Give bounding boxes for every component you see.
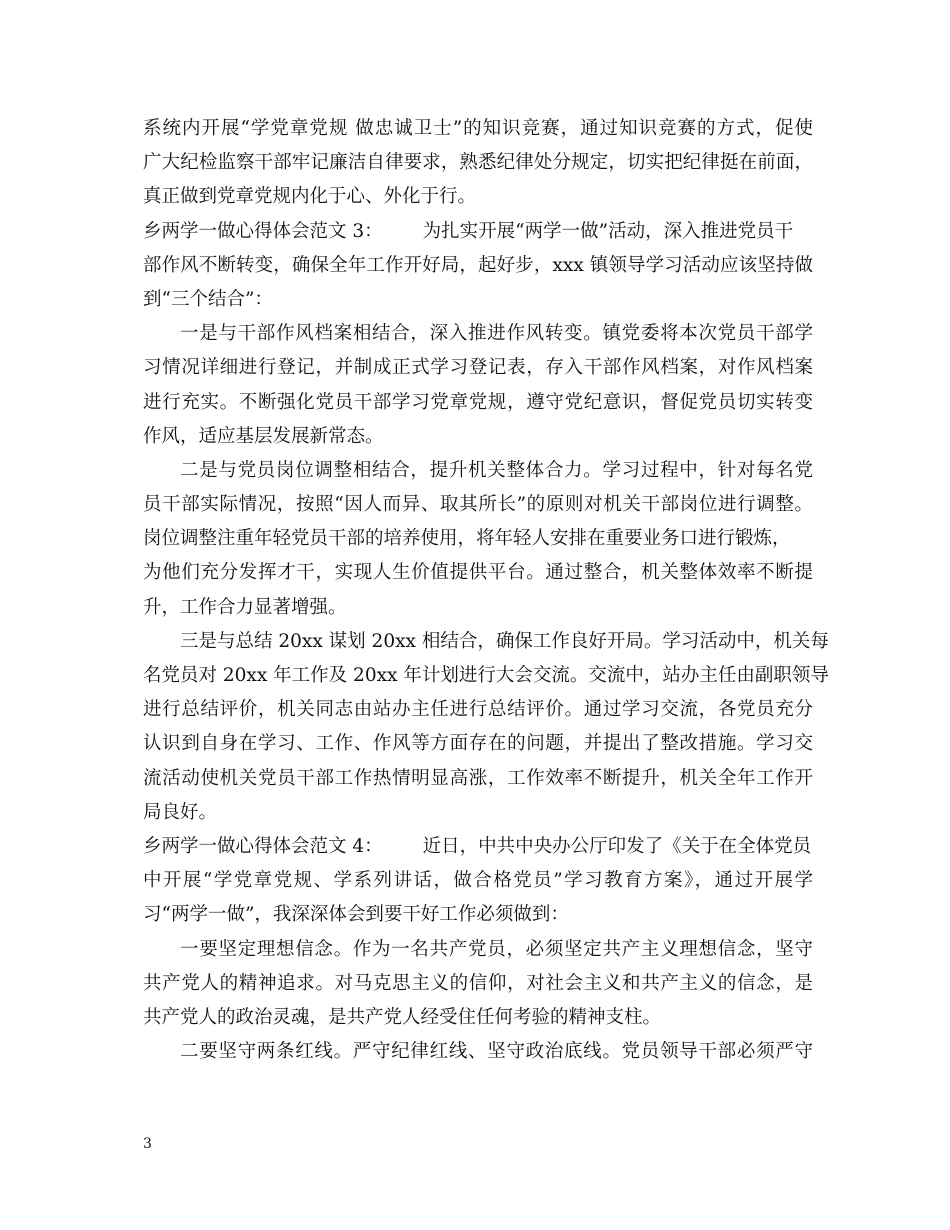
page-number: 3: [143, 1136, 152, 1152]
text-line: 共产党人的政治灵魂，是共产党人经受住任何考验的精神支柱。: [143, 1006, 662, 1028]
text-line: 习“两学一做”，我深深体会到要干好工作必须做到：: [143, 904, 569, 926]
text-line: 进行总结评价，机关同志由站办主任进行总结评价。通过学习交流，各党员充分: [143, 699, 813, 721]
text-line: 到“三个结合”：: [143, 288, 273, 310]
text-line: 部作风不断转变，确保全年工作开好局，起好步，xxx 镇领导学习活动应该坚持做: [143, 254, 813, 276]
text-line: 岗位调整注重年轻党员干部的培养使用，将年轻人安排在重要业务口进行锻炼，: [143, 528, 791, 550]
text-line: 二要坚守两条红线。严守纪律红线、坚守政治底线。党员领导干部必须严守: [180, 1041, 813, 1063]
section-heading-line: [143, 215, 813, 249]
section-heading-line: [143, 830, 813, 864]
text-line: 二是与党员岗位调整相结合，提升机关整体合力。学习过程中，针对每名党: [180, 459, 813, 481]
text-line: 一是与干部作风档案相结合，深入推进作风转变。镇党委将本次党员干部学: [180, 323, 813, 345]
text-line: 局良好。: [143, 801, 218, 823]
text-line: 认识到自身在学习、工作、作风等方面存在的问题，并提出了整改措施。学习交: [143, 733, 813, 755]
section-heading: 乡两学一做心得体会范文 4：: [143, 835, 383, 857]
text-line: 为他们充分发挥才干，实现人生价值提供平台。通过整合，机关整体效率不断提: [143, 562, 813, 584]
text-line: 流活动使机关党员干部工作热情明显高涨，工作效率不断提升，机关全年工作开: [143, 767, 813, 789]
text-line: 升，工作合力显著增强。: [143, 596, 347, 618]
text-line: 员干部实际情况，按照“因人而异、取其所长”的原则对机关干部岗位进行调整。: [143, 494, 813, 516]
document-body: [143, 112, 829, 1069]
text-line: 名党员对 20xx 年工作及 20xx 年计划进行大会交流。交流中，站办主任由副职领导: [143, 665, 829, 686]
text-line: 中开展“学党章党规、学系列讲话，做合格党员”学习教育方案》，通过开展学: [143, 870, 813, 892]
text-line: 系统内开展“学党章党规 做忠诚卫士”的知识竞赛，通过知识竞赛的方式，促使: [143, 118, 813, 139]
section-text: 近日，中共中央办公厅印发了《关于在全体党员: [422, 835, 812, 857]
text-line: 三是与总结 20xx 谋划 20xx 相结合，确保工作良好开局。学习活动中，机关每: [180, 630, 829, 652]
text-line: 真正做到党章党规内化于心、外化于行。: [143, 186, 477, 208]
text-line: 广大纪检监察干部牢记廉洁自律要求，熟悉纪律处分规定，切实把纪律挺在前面，: [143, 152, 813, 174]
section-heading: 乡两学一做心得体会范文 3：: [143, 220, 383, 242]
section-text: 为扎实开展“两学一做”活动，深入推进党员干: [422, 220, 794, 242]
text-line: 习情况详细进行登记，并制成正式学习登记表，存入干部作风档案，对作风档案: [143, 357, 813, 379]
text-line: 一要坚定理想信念。作为一名共产党员，必须坚定共产主义理想信念，坚守: [180, 938, 813, 960]
text-line: 共产党人的精神追求。对马克思主义的信仰，对社会主义和共产主义的信念，是: [143, 972, 813, 994]
text-line: 进行充实。不断强化党员干部学习党章党规，遵守党纪意识，督促党员切实转变: [143, 391, 813, 413]
text-line: 作风，适应基层发展新常态。: [143, 425, 384, 447]
